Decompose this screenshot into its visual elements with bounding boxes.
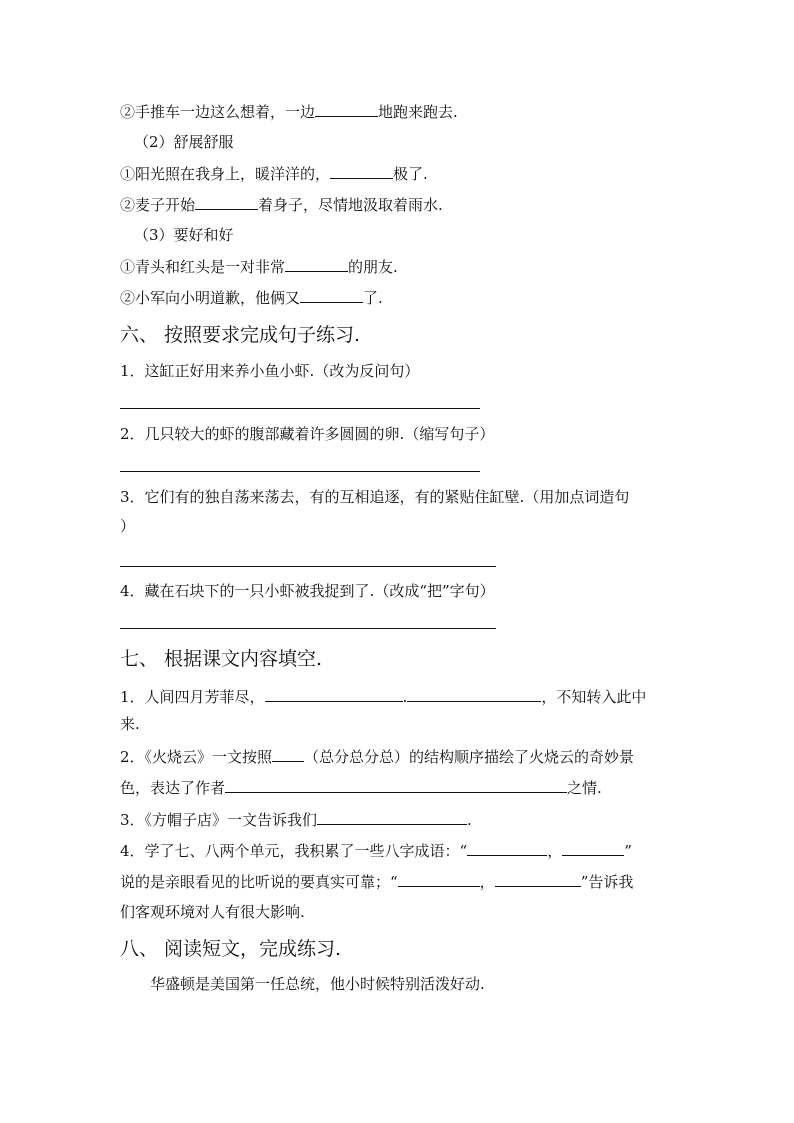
- question-6-2: 2．几只较大的虾的腹部藏着许多圆圆的卵.（缩写句子）: [120, 425, 495, 443]
- question-6-3: 3．它们有的独自荡来荡去，有的互相追逐，有的紧贴住缸壁.（用加点词造句: [120, 488, 630, 506]
- fill-line-5-4: [120, 256, 398, 277]
- text: （总分总分总）的结构顺序描绘了火烧云的奇妙景: [304, 748, 635, 766]
- text: 的朋友.: [348, 258, 398, 276]
- question-7-2: [120, 746, 634, 767]
- text: ②小军向小明道歉，他俩又: [120, 289, 301, 307]
- text: ，: [479, 873, 495, 891]
- question-7-3: [120, 809, 472, 830]
- answer-blank[interactable]: [398, 871, 480, 887]
- text: 色，表达了作者: [120, 779, 226, 797]
- answer-blank[interactable]: [315, 101, 378, 117]
- reading-paragraph: 华盛顿是美国第一任总统，他小时候特别活泼好动.: [150, 975, 485, 993]
- answer-line[interactable]: [120, 408, 480, 409]
- question-6-3-cont: ）: [120, 517, 136, 535]
- text: ，: [547, 842, 563, 860]
- text: 地跑来跑去.: [378, 103, 458, 121]
- question-7-4-cont: [120, 871, 633, 892]
- text: ，不知转入此中: [541, 688, 647, 706]
- text: 2．《火烧云》一文按照: [120, 748, 273, 766]
- answer-blank[interactable]: [317, 809, 467, 825]
- answer-blank[interactable]: [495, 871, 581, 887]
- question-7-1: [120, 686, 646, 707]
- section-heading-7: 七、 根据课文内容填空.: [120, 648, 323, 670]
- text: 1．人间四月芳菲尽，: [120, 688, 265, 706]
- fill-line-5-1: [120, 101, 458, 122]
- text: 4．学了七、八两个单元，我积累了一些八字成语：“: [120, 842, 468, 860]
- text: 3．《方帽子店》一文告诉我们: [120, 811, 318, 829]
- answer-blank[interactable]: [285, 256, 348, 272]
- question-7-2-cont: [120, 777, 602, 798]
- answer-blank[interactable]: [562, 840, 624, 856]
- question-6-1: 1．这缸正好用来养小鱼小虾.（改为反问句）: [120, 362, 420, 380]
- text: ②手推车一边这么想着，一边: [120, 103, 316, 121]
- text: ②麦子开始: [120, 196, 196, 214]
- answer-blank[interactable]: [195, 194, 258, 210]
- answer-blank[interactable]: [407, 686, 541, 702]
- text: ”告诉我: [580, 873, 634, 891]
- word-group-2: （2）舒展舒服: [134, 133, 234, 151]
- text: 说的是亲眼看见的比听说的要真实可靠；“: [120, 873, 398, 891]
- answer-blank[interactable]: [330, 163, 393, 179]
- question-7-4-end: 们客观环境对人有很大影响.: [120, 903, 305, 921]
- answer-line[interactable]: [120, 471, 480, 472]
- text: .: [402, 688, 408, 706]
- section-heading-8: 八、 阅读短文，完成练习.: [120, 938, 342, 960]
- word-group-3: （3）要好和好: [134, 226, 234, 244]
- question-6-4: 4．藏在石块下的一只小虾被我捉到了.（改成“把”字句）: [120, 582, 495, 600]
- answer-line[interactable]: [120, 628, 496, 629]
- text: .: [467, 811, 472, 829]
- section-heading-6: 六、 按照要求完成句子练习.: [120, 324, 361, 346]
- fill-line-5-5: [120, 287, 383, 308]
- text: ”: [624, 842, 632, 860]
- text: 着身子，尽情地汲取着雨水.: [258, 196, 443, 214]
- answer-blank[interactable]: [300, 287, 363, 303]
- question-7-1-cont: 来.: [120, 715, 140, 733]
- question-7-4: [120, 840, 632, 861]
- text: ①阳光照在我身上，暖洋洋的，: [120, 165, 331, 183]
- text: 之情.: [567, 779, 602, 797]
- answer-blank[interactable]: [272, 746, 304, 762]
- fill-line-5-3: [120, 194, 443, 215]
- answer-blank[interactable]: [265, 686, 403, 702]
- text: 了.: [363, 289, 383, 307]
- answer-blank[interactable]: [467, 840, 547, 856]
- answer-line[interactable]: [120, 566, 496, 567]
- fill-line-5-2: [120, 163, 428, 184]
- text: ①青头和红头是一对非常: [120, 258, 286, 276]
- text: 极了.: [393, 165, 428, 183]
- answer-blank[interactable]: [225, 777, 567, 793]
